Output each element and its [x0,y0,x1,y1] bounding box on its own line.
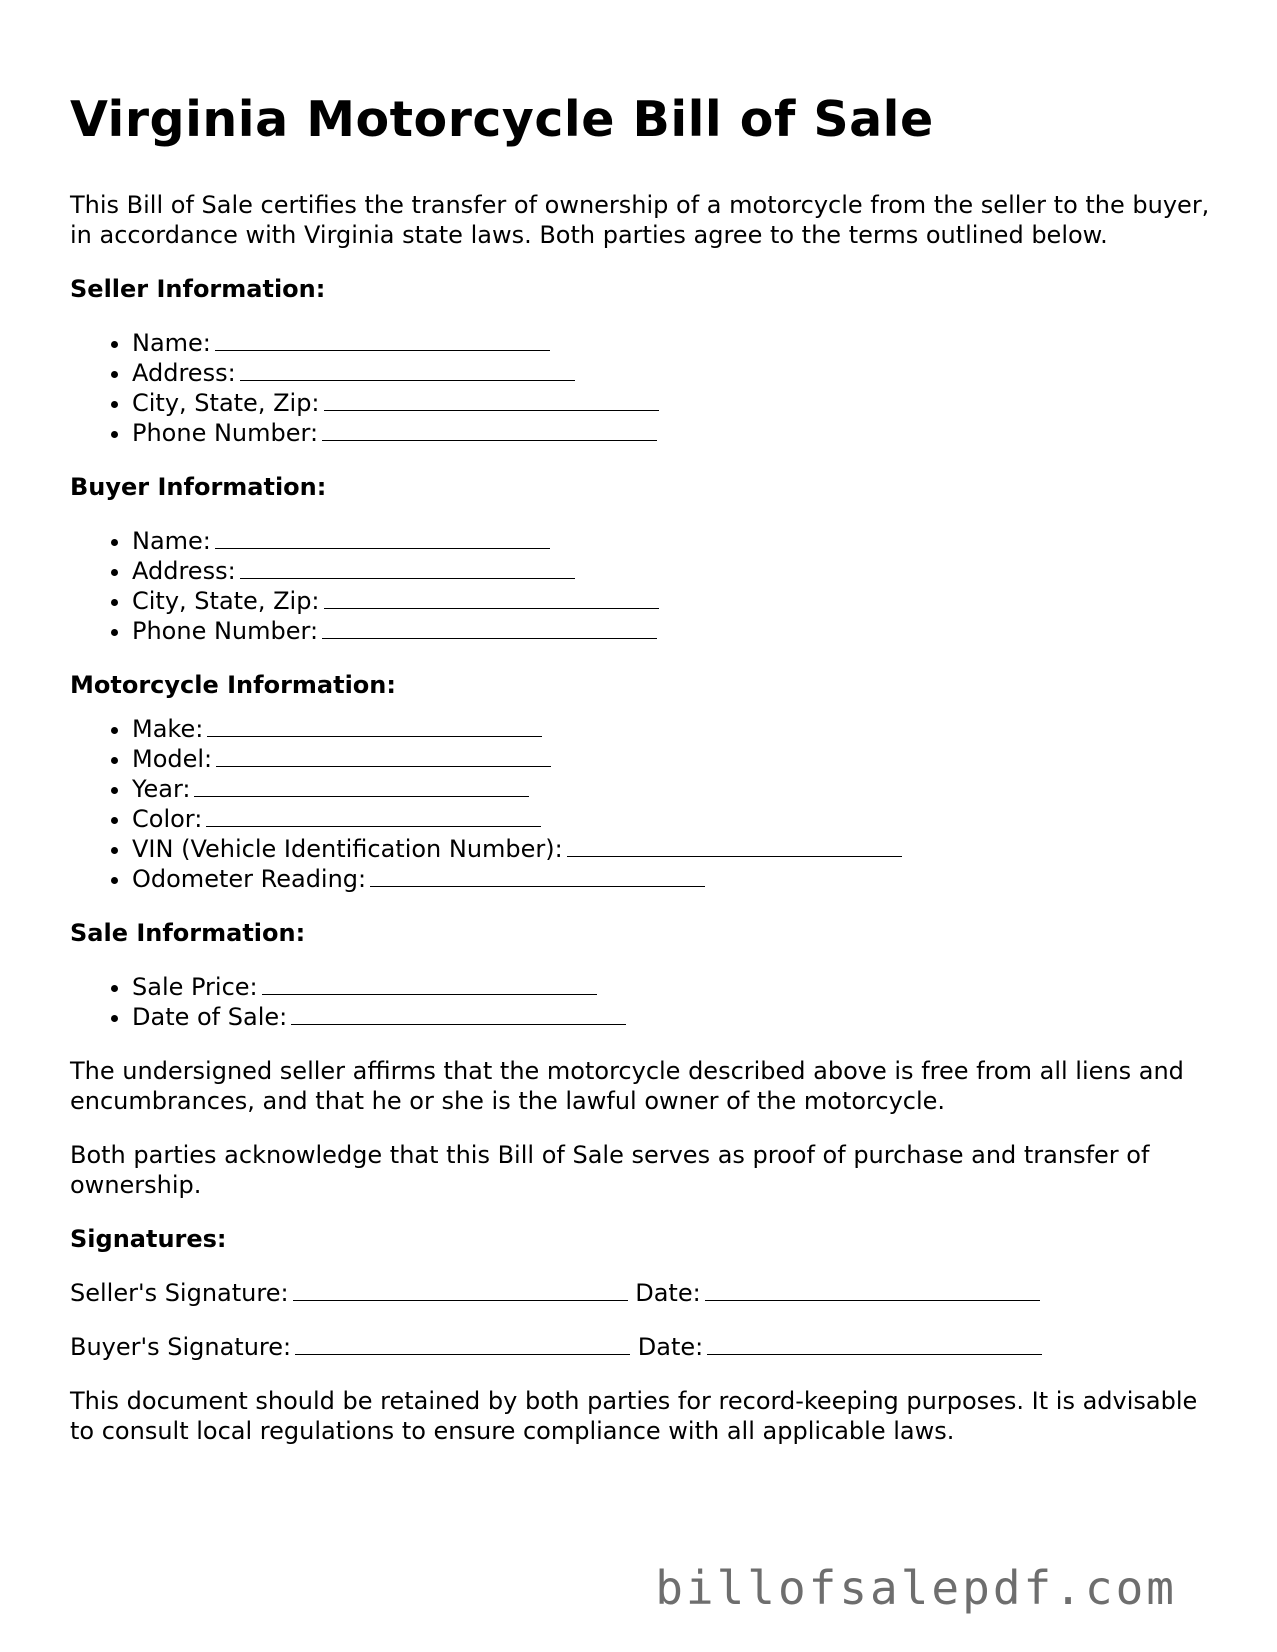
buyer-phone-blank[interactable] [322,618,657,639]
seller-signature-label: Seller's Signature: [70,1279,289,1307]
document [70,88,1220,1446]
motorcycle-vin-field [132,834,1220,864]
motorcycle-make-blank[interactable] [207,716,542,737]
document-title: Virginia Motorcycle Bill of Sale [70,91,934,148]
affirmation-paragraph: The undersigned seller affirms that the motorcycle described above is free from all liens and encumbrances, and that he or she is the lawful owner of the motorcycle. [70,1057,1184,1115]
field-label: Make: [132,715,204,743]
buyer-phone-field [132,616,1220,646]
buyer-date-blank[interactable] [707,1334,1042,1355]
seller-phone-field [132,418,1220,448]
seller-signature-blank[interactable] [293,1280,628,1301]
sale-heading: Sale Information: [70,919,306,947]
motorcycle-color-field [132,804,1220,834]
seller-city-blank[interactable] [324,390,659,411]
field-label: Address: [132,359,236,387]
field-label: City, State, Zip: [132,587,320,615]
buyer-heading: Buyer Information: [70,473,327,501]
motorcycle-model-field [132,744,1220,774]
seller-address-field [132,358,1220,388]
seller-date-label: Date: [635,1279,701,1307]
buyer-signature-line [70,1332,1220,1362]
field-label: Address: [132,557,236,585]
seller-address-blank[interactable] [240,360,575,381]
seller-name-blank[interactable] [215,330,550,351]
buyer-signature-label: Buyer's Signature: [70,1333,292,1361]
motorcycle-model-blank[interactable] [216,746,551,767]
motorcycle-color-blank[interactable] [206,806,541,827]
seller-date-blank[interactable] [705,1280,1040,1301]
motorcycle-make-field [132,714,1220,744]
watermark: billofsalepdf.com [655,1561,1177,1615]
buyer-address-field [132,556,1220,586]
field-label: Name: [132,527,211,555]
buyer-name-field [132,526,1220,556]
buyer-address-blank[interactable] [240,558,575,579]
motorcycle-odometer-blank[interactable] [370,866,705,887]
buyer-name-blank[interactable] [215,528,550,549]
sale-date-blank[interactable] [291,1004,626,1025]
motorcycle-odometer-field [132,864,1220,894]
motorcycle-fields [70,714,1220,894]
seller-name-field [132,328,1220,358]
intro-paragraph: This Bill of Sale certifies the transfer of ownership of a motorcycle from the seller to the buyer, in accordance with Virginia state laws. Both parties agree to the terms outlined below. [70,191,1210,249]
signatures-heading: Signatures: [70,1225,227,1253]
seller-signature-line [70,1278,1220,1308]
field-label: Sale Price: [132,973,258,1001]
field-label: Color: [132,805,203,833]
field-label: Phone Number: [132,419,319,447]
sale-price-blank[interactable] [262,974,597,995]
buyer-city-blank[interactable] [324,588,659,609]
closing-paragraph: This document should be retained by both parties for record-keeping purposes. It is advisable to consult local regulations to ensure compliance with all applicable laws. [70,1387,1198,1445]
field-label: Model: [132,745,213,773]
field-label: Odometer Reading: [132,865,367,893]
sale-price-field [132,972,1220,1002]
buyer-date-label: Date: [637,1333,704,1361]
field-label: Phone Number: [132,617,319,645]
motorcycle-year-field [132,774,1220,804]
sale-fields [70,972,1220,1032]
seller-phone-blank[interactable] [322,420,657,441]
motorcycle-year-blank[interactable] [194,776,529,797]
buyer-fields [70,526,1220,646]
buyer-city-field [132,586,1220,616]
seller-heading: Seller Information: [70,275,326,303]
seller-city-field [132,388,1220,418]
seller-fields [70,328,1220,448]
field-label: VIN (Vehicle Identification Number): [132,835,563,863]
field-label: Date of Sale: [132,1003,288,1031]
field-label: City, State, Zip: [132,389,320,417]
buyer-signature-blank[interactable] [295,1334,630,1355]
motorcycle-heading: Motorcycle Information: [70,671,396,699]
acknowledgement-paragraph: Both parties acknowledge that this Bill of Sale serves as proof of purchase and transfer of ownership. [70,1141,1150,1199]
field-label: Name: [132,329,211,357]
motorcycle-vin-blank[interactable] [567,836,902,857]
sale-date-field [132,1002,1220,1032]
field-label: Year: [132,775,191,803]
